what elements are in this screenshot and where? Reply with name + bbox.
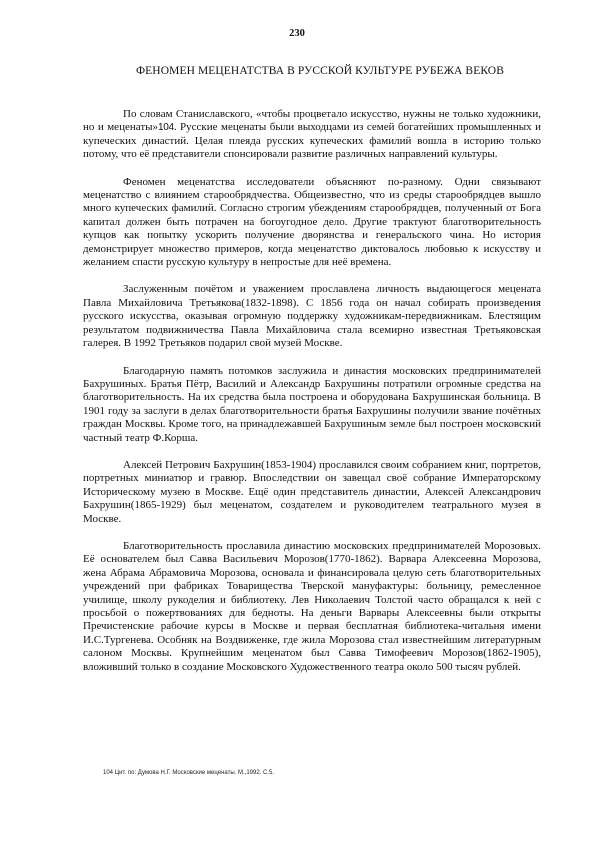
paragraph-1-text-start: По словам Станиславского, «чтобы процветало искусство, нужны не только художники, но и меценаты» bbox=[83, 108, 541, 134]
paragraph-3: Заслуженным почётом и уважением прославлена личность выдающегося мецената Павла Михайловича Третьякова(1832-1898). С 1856 года он начал собирать произведения русского искусства, оказывая огромную поддержку художникам-передвижникам. Блестящим результатом подвижничества Павла Михайловича стала всемирно известная Третьяковская галерея. В 1992 Третьяков подарил свой музей Москве. bbox=[83, 283, 541, 350]
footnote-reference: 104 bbox=[158, 122, 174, 134]
paragraph-2: Феномен меценатства исследователи объясняют по-разному. Одни связывают меценатство с влиянием старообрядчества. Общеизвестно, что из среды старообрядцев вышло много купеческих фамилий. Согласно строгим убеждениям старообрядцев, полученный от Бога капитал должен быть потрачен на богоугодное дело. Другие трактуют благотворительность купцов как попытку ускорить получение дворянства и генеральского чина. Но история демонстрирует множество примеров, когда меценатство диктовалось любовью к искусству и желанием спасти русскую культуру в непростые для неё времена. bbox=[83, 175, 541, 269]
page-number: 230 bbox=[289, 28, 305, 39]
paragraph-6: Благотворительность прославила династию московских предпринимателей Морозовых. Её основателем был Савва Васильевич Морозов(1770-1862). Варвара Алексеевна Морозова, жена Абрама Абрамовича Морозова, основала и финансировала целую сеть благотворительных учреждений при фабриках Товарищества Тверской мануфактуры: больницу, ремесленное училище, школу рукоделия и библиотеку. Лев Николаевич Толстой часто обращался к ней с просьбой о пожертвованиях для бедноты. На деньги Варвары Алексеевны были открыты Пречистенские рабочие курсы в Москве и первая бесплатная библиотека-читальня имени И.С.Тургенева. Особняк на Воздвиженке, где жила Морозова стал известнейшим литературным салоном Москвы. Крупнейшим меценатом был Савва Тимофеевич Морозов(1862-1905), вложивший только в создание Московского Художественного театра около 500 тысяч рублей. bbox=[83, 539, 541, 673]
paragraph-4: Благодарную память потомков заслужила и династия московских предпринимателей Бахрушиных. Братья Пётр, Василий и Александр Бахрушины потратили огромные средства на благотворительность. На их средства была построена и оборудована Бахрушинская больница. В 1901 году за заслуги в делах благотворительности братья Бахрушины получили звание почётных граждан Москвы. Кроме того, на принадлежавшей Бахрушиным земле был построен московский частный театр Ф.Корша. bbox=[83, 364, 541, 444]
paragraph-1-text-end: . Русские меценаты были выходцами из семей богатейших промышленных и купеческих династий. Целая плеяда русских купеческих фамилий вошла в историю только потому, что её представители спонсировали развитие различных направлений культуры. bbox=[83, 121, 541, 161]
page-title: ФЕНОМЕН МЕЦЕНАТСТВА В РУССКОЙ КУЛЬТУРЕ РУБЕЖА ВЕКОВ bbox=[136, 65, 504, 77]
footnote: 104 Цит. по: Думова Н.Г. Московские меценаты. М.,1992. С.5. bbox=[103, 770, 274, 776]
paragraph-5: Алексей Петрович Бахрушин(1853-1904) прославился своим собранием книг, портретов, портретных миниатюр и гравюр. Впоследствии он завещал своё собрание Императорскому Историческому музею в Москве. Ещё один представитель династии, Алексей Александрович Бахрушин(1865-1929) был меценатом, создателем и руководителем театрального музея в Москве. bbox=[83, 458, 541, 525]
paragraph-1 bbox=[83, 108, 541, 162]
article-body bbox=[83, 108, 541, 688]
